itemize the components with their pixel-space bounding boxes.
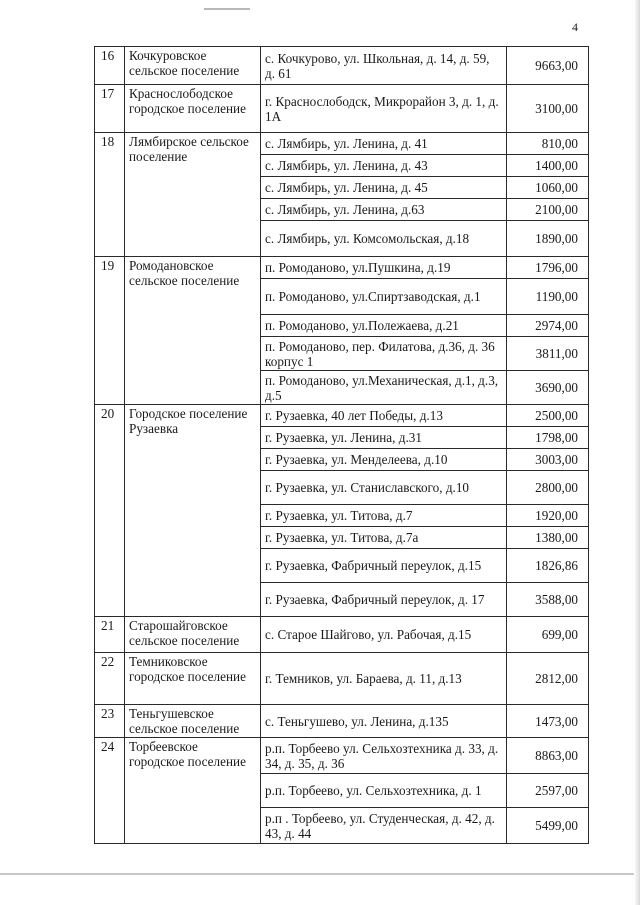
value-cell: 9663,00: [507, 47, 589, 85]
value-cell: 2812,00: [507, 653, 589, 705]
value-cell: 1060,00: [507, 177, 589, 199]
value-cell: 1380,00: [507, 527, 589, 549]
value-cell: 3588,00: [507, 583, 589, 617]
value-cell: 1400,00: [507, 155, 589, 177]
address-cell: с. Лямбирь, ул. Ленина, д.63: [261, 199, 507, 221]
address-cell: г. Рузаевка, 40 лет Победы, д.13: [261, 405, 507, 427]
settlement-name: Краснослободское городское поселение: [125, 85, 261, 133]
row-number: 16: [95, 47, 125, 85]
page-number: 4: [572, 20, 578, 34]
address-cell: г. Темников, ул. Бараева, д. 11, д.13: [261, 653, 507, 705]
value-cell: 810,00: [507, 133, 589, 155]
table-row: [95, 738, 589, 774]
address-cell: с. Теньгушево, ул. Ленина, д.135: [261, 705, 507, 738]
table-row: [95, 133, 589, 155]
value-cell: 1796,00: [507, 257, 589, 279]
address-cell: п. Ромоданово, ул.Пушкина, д.19: [261, 257, 507, 279]
settlement-name: Кочкуровское сельское поселение: [125, 47, 261, 85]
value-cell: 2800,00: [507, 471, 589, 505]
value-cell: 1190,00: [507, 279, 589, 315]
value-cell: 3690,00: [507, 371, 589, 405]
value-cell: 2100,00: [507, 199, 589, 221]
address-cell: г. Краснослободск, Микрорайон 3, д. 1, д. 1А: [261, 85, 507, 133]
address-cell: с. Лямбирь, ул. Комсомольская, д.18: [261, 221, 507, 257]
table-row: [95, 47, 589, 85]
value-cell: 2597,00: [507, 774, 589, 808]
address-cell: г. Рузаевка, ул. Менделеева, д.10: [261, 449, 507, 471]
value-cell: 1826,86: [507, 549, 589, 583]
settlement-name: Городское поселение Рузаевка: [125, 405, 261, 617]
settlement-name: Ромодановское сельское поселение: [125, 257, 261, 405]
table-row: [95, 653, 589, 705]
address-cell: р.п. Торбеево ул. Сельхозтехника д. 33, д. 34, д. 35, д. 36: [261, 738, 507, 774]
address-cell: п. Ромоданово, ул.Механическая, д.1, д.3, д.5: [261, 371, 507, 405]
address-cell: г. Рузаевка, Фабричный переулок, д. 17: [261, 583, 507, 617]
value-cell: 3003,00: [507, 449, 589, 471]
settlement-name: Старошайговское сельское поселение: [125, 617, 261, 653]
table-row: [95, 257, 589, 279]
value-cell: 3811,00: [507, 337, 589, 371]
address-cell: с. Лямбирь, ул. Ленина, д. 45: [261, 177, 507, 199]
row-number: 18: [95, 133, 125, 257]
settlement-name: Теньгушевское сельское поселение: [125, 705, 261, 738]
value-cell: 1473,00: [507, 705, 589, 738]
table-row: [95, 705, 589, 738]
address-cell: г. Рузаевка, ул. Ленина, д.31: [261, 427, 507, 449]
scan-edge: [634, 0, 640, 905]
value-cell: 1920,00: [507, 505, 589, 527]
table-row: [95, 405, 589, 427]
row-number: 20: [95, 405, 125, 617]
settlement-name: Лямбирское сельское поселение: [125, 133, 261, 257]
addresses-table: [94, 46, 589, 844]
row-number: 19: [95, 257, 125, 405]
value-cell: 1890,00: [507, 221, 589, 257]
settlement-name: Темниковское городское поселение: [125, 653, 261, 705]
row-number: 17: [95, 85, 125, 133]
scan-mark-bottom: [0, 873, 640, 875]
row-number: 24: [95, 738, 125, 844]
scan-mark-top: [204, 8, 250, 10]
value-cell: 2974,00: [507, 315, 589, 337]
address-cell: с. Старое Шайгово, ул. Рабочая, д.15: [261, 617, 507, 653]
address-cell: п. Ромоданово, ул.Спиртзаводская, д.1: [261, 279, 507, 315]
settlement-name: Торбеевское городское поселение: [125, 738, 261, 844]
address-cell: с. Лямбирь, ул. Ленина, д. 43: [261, 155, 507, 177]
address-cell: р.п . Торбеево, ул. Студенческая, д. 42, д. 43, д. 44: [261, 808, 507, 844]
table-row: [95, 85, 589, 133]
address-cell: с. Кочкурово, ул. Школьная, д. 14, д. 59, д. 61: [261, 47, 507, 85]
address-cell: г. Рузаевка, ул. Титова, д.7а: [261, 527, 507, 549]
address-cell: р.п. Торбеево, ул. Сельхозтехника, д. 1: [261, 774, 507, 808]
value-cell: 8863,00: [507, 738, 589, 774]
value-cell: 2500,00: [507, 405, 589, 427]
table-body: [95, 47, 589, 844]
address-cell: п. Ромоданово, ул.Полежаева, д.21: [261, 315, 507, 337]
row-number: 23: [95, 705, 125, 738]
address-cell: с. Лямбирь, ул. Ленина, д. 41: [261, 133, 507, 155]
address-cell: г. Рузаевка, Фабричный переулок, д.15: [261, 549, 507, 583]
address-cell: г. Рузаевка, ул. Станиславского, д.10: [261, 471, 507, 505]
address-cell: г. Рузаевка, ул. Титова, д.7: [261, 505, 507, 527]
address-cell: п. Ромоданово, пер. Филатова, д.36, д. 36 корпус 1: [261, 337, 507, 371]
value-cell: 1798,00: [507, 427, 589, 449]
row-number: 22: [95, 653, 125, 705]
value-cell: 5499,00: [507, 808, 589, 844]
table-row: [95, 617, 589, 653]
row-number: 21: [95, 617, 125, 653]
value-cell: 699,00: [507, 617, 589, 653]
value-cell: 3100,00: [507, 85, 589, 133]
